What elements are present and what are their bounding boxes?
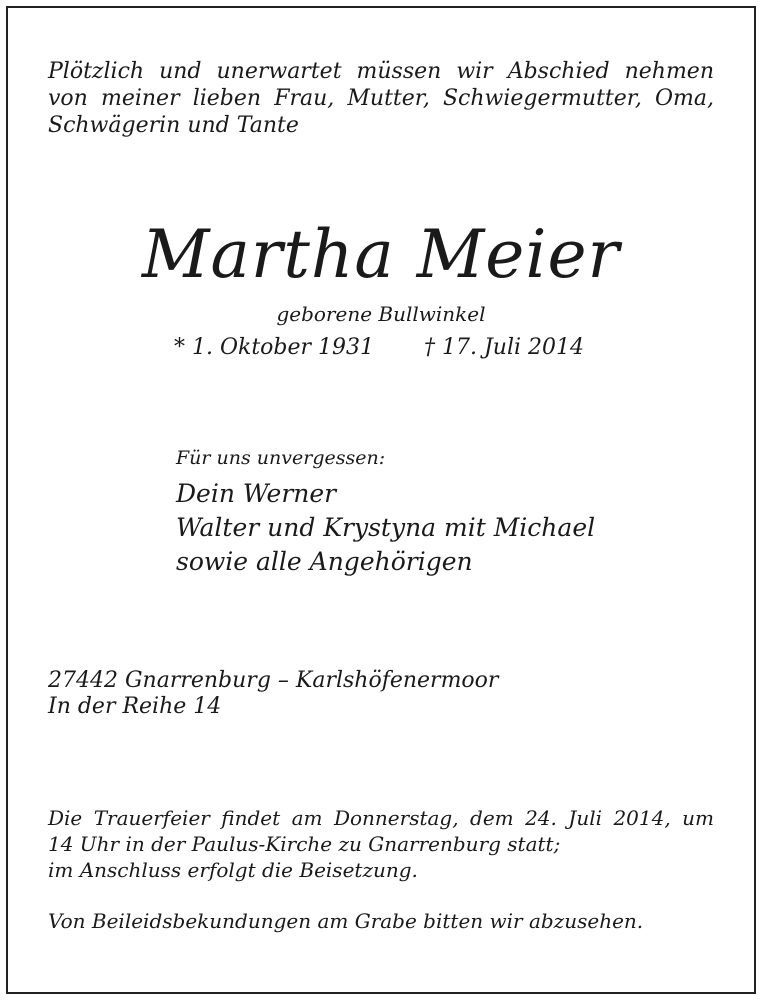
mourner-line: sowie alle Angehörigen bbox=[176, 547, 473, 576]
mourners-heading: Für uns unvergessen: bbox=[176, 447, 386, 469]
funeral-line: 14 Uhr in der Paulus-Kirche zu Gnarrenburg statt; bbox=[48, 832, 561, 856]
funeral-info bbox=[48, 805, 714, 883]
mourner-line: Dein Werner bbox=[176, 479, 337, 508]
address-line: In der Reihe 14 bbox=[48, 694, 222, 719]
address-line: 27442 Gnarrenburg – Karlshöfenermoor bbox=[48, 668, 499, 693]
intro-text bbox=[48, 58, 714, 139]
life-dates bbox=[174, 334, 614, 362]
deceased-name: Martha Meier bbox=[141, 216, 621, 293]
condolence-note: Von Beileidsbekundungen am Grabe bitten wir abzusehen. bbox=[48, 909, 644, 933]
funeral-line: Die Trauerfeier findet am Donnerstag, dem 24. Juli 2014, um bbox=[48, 806, 714, 830]
death-date: † 17. Juli 2014 bbox=[424, 335, 585, 360]
mourner-line: Walter und Krystyna mit Michael bbox=[176, 513, 596, 542]
mourners-list bbox=[176, 477, 595, 579]
intro-line: Plötzlich und unerwartet müssen wir Abschied nehmen bbox=[48, 59, 714, 84]
family-address bbox=[48, 668, 498, 720]
intro-line: Schwägerin und Tante bbox=[48, 113, 299, 138]
funeral-line: im Anschluss erfolgt die Beisetzung. bbox=[48, 858, 418, 882]
birth-date: * 1. Oktober 1931 bbox=[174, 335, 375, 360]
maiden-name: geborene Bullwinkel bbox=[276, 302, 486, 326]
intro-line: von meiner lieben Frau, Mutter, Schwiegermutter, Oma, bbox=[48, 86, 714, 111]
